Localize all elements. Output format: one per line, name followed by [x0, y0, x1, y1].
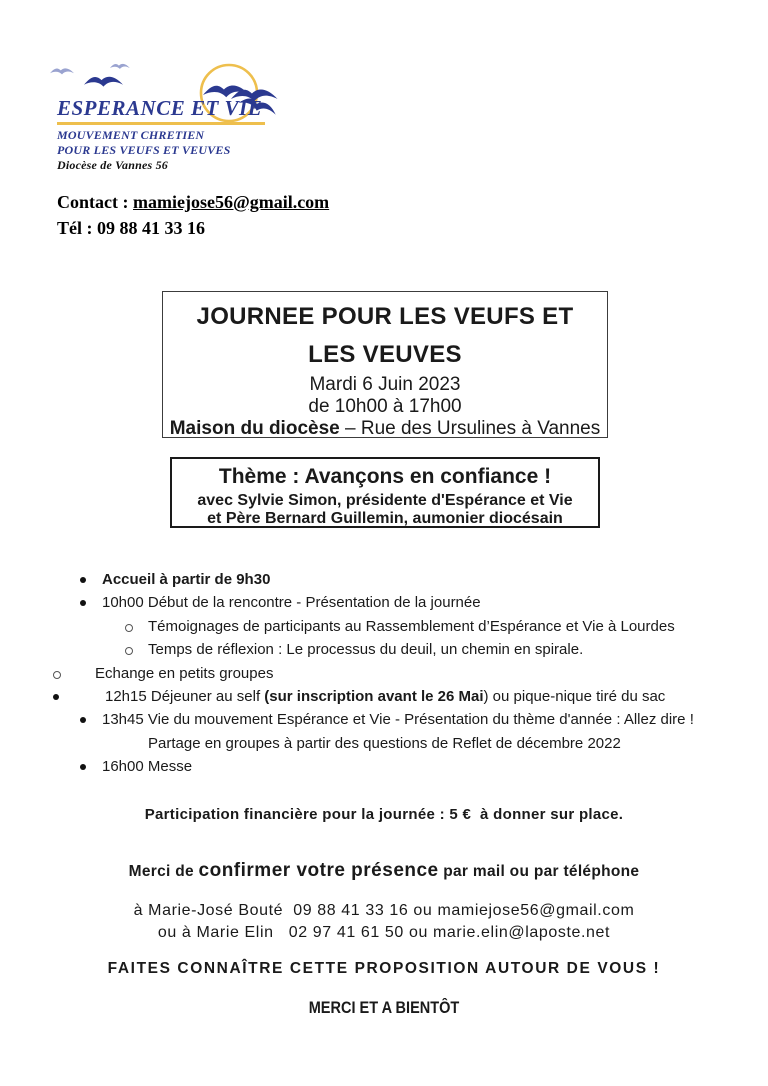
contact-label: Contact :: [57, 192, 133, 212]
program-item-text: Accueil à partir de 9h30: [102, 571, 271, 588]
logo-title: ESPERANCE ET VIE: [57, 96, 263, 120]
contact-email: mamiejose56@gmail.com: [132, 192, 330, 212]
confirm-presence-line: [0, 860, 768, 882]
program-item: [0, 685, 768, 708]
footer-contact-2: ou à Marie Elin 02 97 41 61 50 ou marie.elin@laposte.net: [157, 924, 611, 941]
phone-line: Tél : 09 88 41 33 16: [57, 218, 205, 238]
event-title-line1: JOURNEE POUR LES VEUFS ET: [196, 303, 574, 330]
program-item: [0, 708, 768, 731]
event-title-line2: LES VEUVES: [308, 341, 462, 368]
program-item-text: Témoignages de participants au Rassemblement d’Espérance et Vie à Lourdes: [148, 617, 675, 635]
logo-subtitle-movement: MOUVEMENT CHRETIEN: [57, 128, 205, 142]
theme-box: [170, 457, 600, 528]
circle-bullet-icon: [125, 624, 133, 632]
logo-underline: [57, 122, 265, 125]
circle-bullet-icon: [53, 671, 61, 679]
program-item: [0, 568, 768, 591]
theme-speaker1: avec Sylvie Simon, présidente d'Espérance et Vie: [197, 492, 573, 509]
contact-line: [57, 189, 329, 215]
event-date: Mardi 6 Juin 2023: [309, 374, 461, 395]
event-place-address: – Rue des Ursulines à Vannes: [339, 418, 601, 439]
footer-contact-1: à Marie-José Bouté 09 88 41 33 16 ou mamiejose56@gmail.com: [133, 902, 635, 919]
confirm-part1: Merci de: [128, 863, 199, 880]
confirm-part2: confirmer votre présence: [198, 860, 439, 881]
program-item: [0, 732, 768, 755]
bird-icon: [84, 77, 123, 87]
footer-contacts: [0, 900, 768, 944]
program-item: [0, 662, 768, 685]
event-title-box: [162, 291, 608, 438]
share-proposition-line: FAITES CONNAÎTRE CETTE PROPOSITION AUTOUR DE VOUS !: [107, 960, 661, 977]
program-item-text: Echange en petits groupes: [95, 664, 274, 682]
event-place-name: Maison du diocèse: [169, 418, 340, 439]
goodbye-line: MERCI ET A BIENTÔT: [308, 999, 460, 1017]
program-item: [0, 615, 768, 638]
program-item: [0, 755, 768, 778]
program-item-text: 10h00 Début de la rencontre - Présentation de la journée: [102, 594, 481, 612]
bird-icon: [50, 68, 74, 74]
program-item-text: 13h45 Vie du mouvement Espérance et Vie - Présentation du thème d'année : Allez dire !: [102, 711, 694, 729]
theme-speaker2: et Père Bernard Guillemin, aumonier diocésain: [207, 510, 563, 527]
logo-subtitle-diocese: Diocèse de Vannes 56: [57, 158, 168, 172]
theme-title: Thème : Avançons en confiance !: [218, 465, 552, 488]
program-item-text: 12h15 Déjeuner au self (sur inscription avant le 26 Mai) ou pique-nique tiré du sac: [105, 687, 666, 705]
participation-fee-line: Participation financière pour la journée : 5 € à donner sur place.: [144, 806, 624, 823]
disc-bullet-icon: [53, 694, 59, 700]
disc-bullet-icon: [80, 577, 86, 583]
bird-icon: [110, 64, 130, 69]
event-hours: de 10h00 à 17h00: [308, 396, 462, 417]
logo-subtitle-audience: POUR LES VEUFS ET VEUVES: [57, 143, 231, 157]
program-item-text: Partage en groupes à partir des questions de Reflet de décembre 2022: [148, 734, 621, 752]
contact-header: [57, 189, 329, 241]
program-list: [0, 568, 768, 779]
program-item: [0, 638, 768, 661]
program-item: [0, 591, 768, 614]
program-item-text: 16h00 Messe: [102, 758, 193, 776]
event-place: [163, 418, 607, 440]
confirm-part3: par mail ou par téléphone: [438, 863, 640, 880]
program-item-text: Temps de réflexion : Le processus du deuil, un chemin en spirale.: [148, 641, 584, 659]
